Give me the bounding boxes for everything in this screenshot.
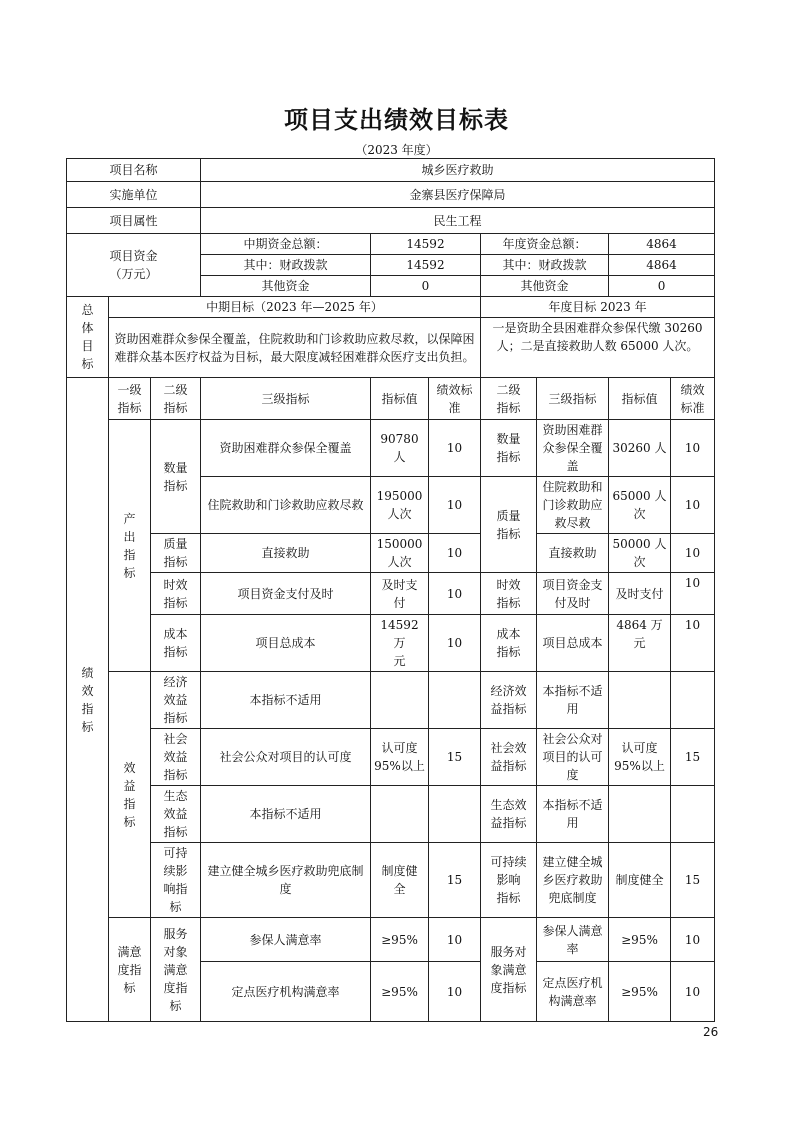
output-indicators-label: 产 出 指 标 xyxy=(109,420,151,672)
year-qty2-score: 10 xyxy=(671,477,715,534)
year-eco-value xyxy=(609,786,671,843)
time-name: 项目资金支付及时 xyxy=(201,573,371,615)
s1-score: 10 xyxy=(429,918,481,962)
econ-value xyxy=(371,672,429,729)
qty2-name: 住院救助和门诊救助应救尽救 xyxy=(201,477,371,534)
output-quality-row xyxy=(67,534,715,573)
year-econ-label: 经济效 益指标 xyxy=(481,672,537,729)
sust-value: 制度健 全 xyxy=(371,843,429,918)
econ-indicator-label: 经济 效益 指标 xyxy=(151,672,201,729)
mid-other-label: 其他资金 xyxy=(201,276,371,297)
header-level3-year: 三级指标 xyxy=(537,378,609,420)
year-goal-header: 年度目标 2023 年 xyxy=(481,297,715,318)
sust-name: 建立健全城乡医疗救助兜底制 度 xyxy=(201,843,371,918)
year-time-value: 及时支付 xyxy=(609,573,671,615)
project-attribute-value: 民生工程 xyxy=(201,208,715,234)
output-qty-row-1a xyxy=(67,420,715,449)
year-sust-name: 建立健全城 乡医疗救助 兜底制度 xyxy=(537,843,609,918)
mid-total-value: 14592 xyxy=(371,234,481,255)
cost-value: 14592 万 元 xyxy=(371,615,429,672)
s1-name: 参保人满意率 xyxy=(201,918,371,962)
cost-name: 项目总成本 xyxy=(201,615,371,672)
year-sust-score: 15 xyxy=(671,843,715,918)
econ-score xyxy=(429,672,481,729)
output-time-row xyxy=(67,573,715,615)
mid-fiscal-label: 其中：财政拨款 xyxy=(201,255,371,276)
year-qty2-value: 65000 人 次 xyxy=(609,477,671,534)
project-name-value: 城乡医疗救助 xyxy=(201,159,715,182)
qty1-score: 10 xyxy=(429,420,481,477)
year-s2-score: 10 xyxy=(671,962,715,1022)
year-cost-name: 项目总成本 xyxy=(537,615,609,672)
page-title: 项目支出绩效目标表 xyxy=(284,106,509,134)
performance-indicators-label: 绩 效 指 标 xyxy=(67,378,109,1022)
year-fiscal-value: 4864 xyxy=(609,255,715,276)
header-level1: 一级 指标 xyxy=(109,378,151,420)
cost-score: 10 xyxy=(429,615,481,672)
benefit-sust-row xyxy=(67,843,715,918)
project-funds-label: 项目资金 （万元） xyxy=(67,234,201,297)
year-total-value: 4864 xyxy=(609,234,715,255)
perf-header-row xyxy=(67,378,715,420)
quality-name: 直接救助 xyxy=(201,534,371,573)
year-eco-name: 本指标不适 用 xyxy=(537,786,609,843)
project-name-label: 项目名称 xyxy=(67,159,201,182)
goals-header-row xyxy=(67,297,715,318)
year-cost-score: 10 xyxy=(671,615,715,672)
year-time-name: 项目资金支 付及时 xyxy=(537,573,609,615)
sust-score: 15 xyxy=(429,843,481,918)
header-level2-year: 二级 指标 xyxy=(481,378,537,420)
mid-total-label: 中期资金总额： xyxy=(201,234,371,255)
qty2-value: 195000 人次 xyxy=(371,477,429,534)
year-social-value: 认可度 95%以上 xyxy=(609,729,671,786)
year-sust-label: 可持续 影响 指标 xyxy=(481,843,537,918)
header-level2: 二级 指标 xyxy=(151,378,201,420)
year-sust-value: 制度健全 xyxy=(609,843,671,918)
year-other-label: 其他资金 xyxy=(481,276,609,297)
year-cost-value: 4864 万 元 xyxy=(609,615,671,672)
header-value: 指标值 xyxy=(371,378,429,420)
year-qty1-score: 10 xyxy=(671,420,715,477)
year-s1-score: 10 xyxy=(671,918,715,962)
year-subtitle: （2023 年度） xyxy=(355,143,438,157)
year-quality-label: 质量 指标 xyxy=(481,477,537,573)
year-social-score: 15 xyxy=(671,729,715,786)
year-s1-name: 参保人满意 率 xyxy=(537,918,609,962)
quality-value: 150000 人次 xyxy=(371,534,429,573)
qty1-value: 90780 人 xyxy=(371,420,429,477)
benefit-social-row xyxy=(67,729,715,786)
implementing-unit-row xyxy=(67,182,715,208)
mid-other-value: 0 xyxy=(371,276,481,297)
qty2-score: 10 xyxy=(429,477,481,534)
cost-indicator-label: 成本 指标 xyxy=(151,615,201,672)
year-total-label: 年度资金总额： xyxy=(481,234,609,255)
funds-row-total xyxy=(67,234,715,255)
benefit-econ-row xyxy=(67,672,715,729)
time-score: 10 xyxy=(429,573,481,615)
eco-name: 本指标不适用 xyxy=(201,786,371,843)
quantity-indicator-label: 数量 指标 xyxy=(151,420,201,534)
project-name-row xyxy=(67,159,715,182)
sust-indicator-label: 可持 续影 响指 标 xyxy=(151,843,201,918)
year-goal-text: 一是资助全县困难群众参保代缴 30260 人；二是直接救助人数 65000 人次。 xyxy=(481,318,715,378)
year-time-label: 时效 指标 xyxy=(481,573,537,615)
year-s2-value: ≥95% xyxy=(609,962,671,1022)
year-qty1-value: 30260 人 xyxy=(609,420,671,477)
year-eco-score xyxy=(671,786,715,843)
eco-value xyxy=(371,786,429,843)
year-s1-value: ≥95% xyxy=(609,918,671,962)
social-score: 15 xyxy=(429,729,481,786)
header-score: 绩效标 准 xyxy=(429,378,481,420)
social-name: 社会公众对项目的认可度 xyxy=(201,729,371,786)
year-other-value: 0 xyxy=(609,276,715,297)
project-attribute-row xyxy=(67,208,715,234)
s2-value: ≥95% xyxy=(371,962,429,1022)
time-value: 及时支 付 xyxy=(371,573,429,615)
year-social-label: 社会效 益指标 xyxy=(481,729,537,786)
quality-indicator-label: 质量 指标 xyxy=(151,534,201,573)
year-eco-label: 生态效 益指标 xyxy=(481,786,537,843)
s1-value: ≥95% xyxy=(371,918,429,962)
social-value: 认可度 95%以上 xyxy=(371,729,429,786)
eco-score xyxy=(429,786,481,843)
year-quality-value: 50000 人 次 xyxy=(609,534,671,573)
benefit-eco-row xyxy=(67,786,715,843)
overall-goals-label: 总 体 目 标 xyxy=(67,297,109,378)
year-quantity-label: 数量 指标 xyxy=(481,420,537,477)
year-quality-score: 10 xyxy=(671,534,715,573)
header-value-year: 指标值 xyxy=(609,378,671,420)
satisfaction-row-1 xyxy=(67,918,715,962)
goals-text-row xyxy=(67,318,715,378)
qty1-name: 资助困难群众参保全覆盖 xyxy=(201,420,371,477)
mid-goal-text: 资助困难群众参保全覆盖，住院救助和门诊救助应救尽救，以保障困难群众基本医疗权益为目标，最大限度减轻困难群众医疗支出负担。 xyxy=(109,318,481,378)
social-indicator-label: 社会 效益 指标 xyxy=(151,729,201,786)
year-qty2-name: 住院救助和 门诊救助应 救尽救 xyxy=(537,477,609,534)
mid-goal-header: 中期目标（2023 年—2025 年） xyxy=(109,297,481,318)
time-indicator-label: 时效 指标 xyxy=(151,573,201,615)
output-cost-row xyxy=(67,615,715,672)
year-quality-name: 直接救助 xyxy=(537,534,609,573)
s2-score: 10 xyxy=(429,962,481,1022)
header-level3: 三级指标 xyxy=(201,378,371,420)
implementing-unit-value: 金寨县医疗保障局 xyxy=(201,182,715,208)
page-number: 26 xyxy=(703,1025,719,1039)
year-econ-value xyxy=(609,672,671,729)
satisfaction-indicators-label: 满意 度指 标 xyxy=(109,918,151,1022)
year-service-target-label: 服务对 象满意 度指标 xyxy=(481,918,537,1022)
year-cost-label: 成本 指标 xyxy=(481,615,537,672)
year-econ-score xyxy=(671,672,715,729)
performance-goal-table xyxy=(66,158,715,1022)
year-s2-name: 定点医疗机 构满意率 xyxy=(537,962,609,1022)
project-attribute-label: 项目属性 xyxy=(67,208,201,234)
service-target-label: 服务 对象 满意 度指 标 xyxy=(151,918,201,1022)
econ-name: 本指标不适用 xyxy=(201,672,371,729)
quality-score: 10 xyxy=(429,534,481,573)
header-score-year: 绩效 标准 xyxy=(671,378,715,420)
mid-fiscal-value: 14592 xyxy=(371,255,481,276)
benefit-indicators-label: 效 益 指 标 xyxy=(109,672,151,918)
implementing-unit-label: 实施单位 xyxy=(67,182,201,208)
year-fiscal-label: 其中：财政拨款 xyxy=(481,255,609,276)
year-time-score: 10 xyxy=(671,573,715,615)
year-social-name: 社会公众对 项目的认可 度 xyxy=(537,729,609,786)
year-econ-name: 本指标不适 用 xyxy=(537,672,609,729)
s2-name: 定点医疗机构满意率 xyxy=(201,962,371,1022)
eco-indicator-label: 生态 效益 指标 xyxy=(151,786,201,843)
year-qty1-name: 资助困难群 众参保全覆 盖 xyxy=(537,420,609,477)
